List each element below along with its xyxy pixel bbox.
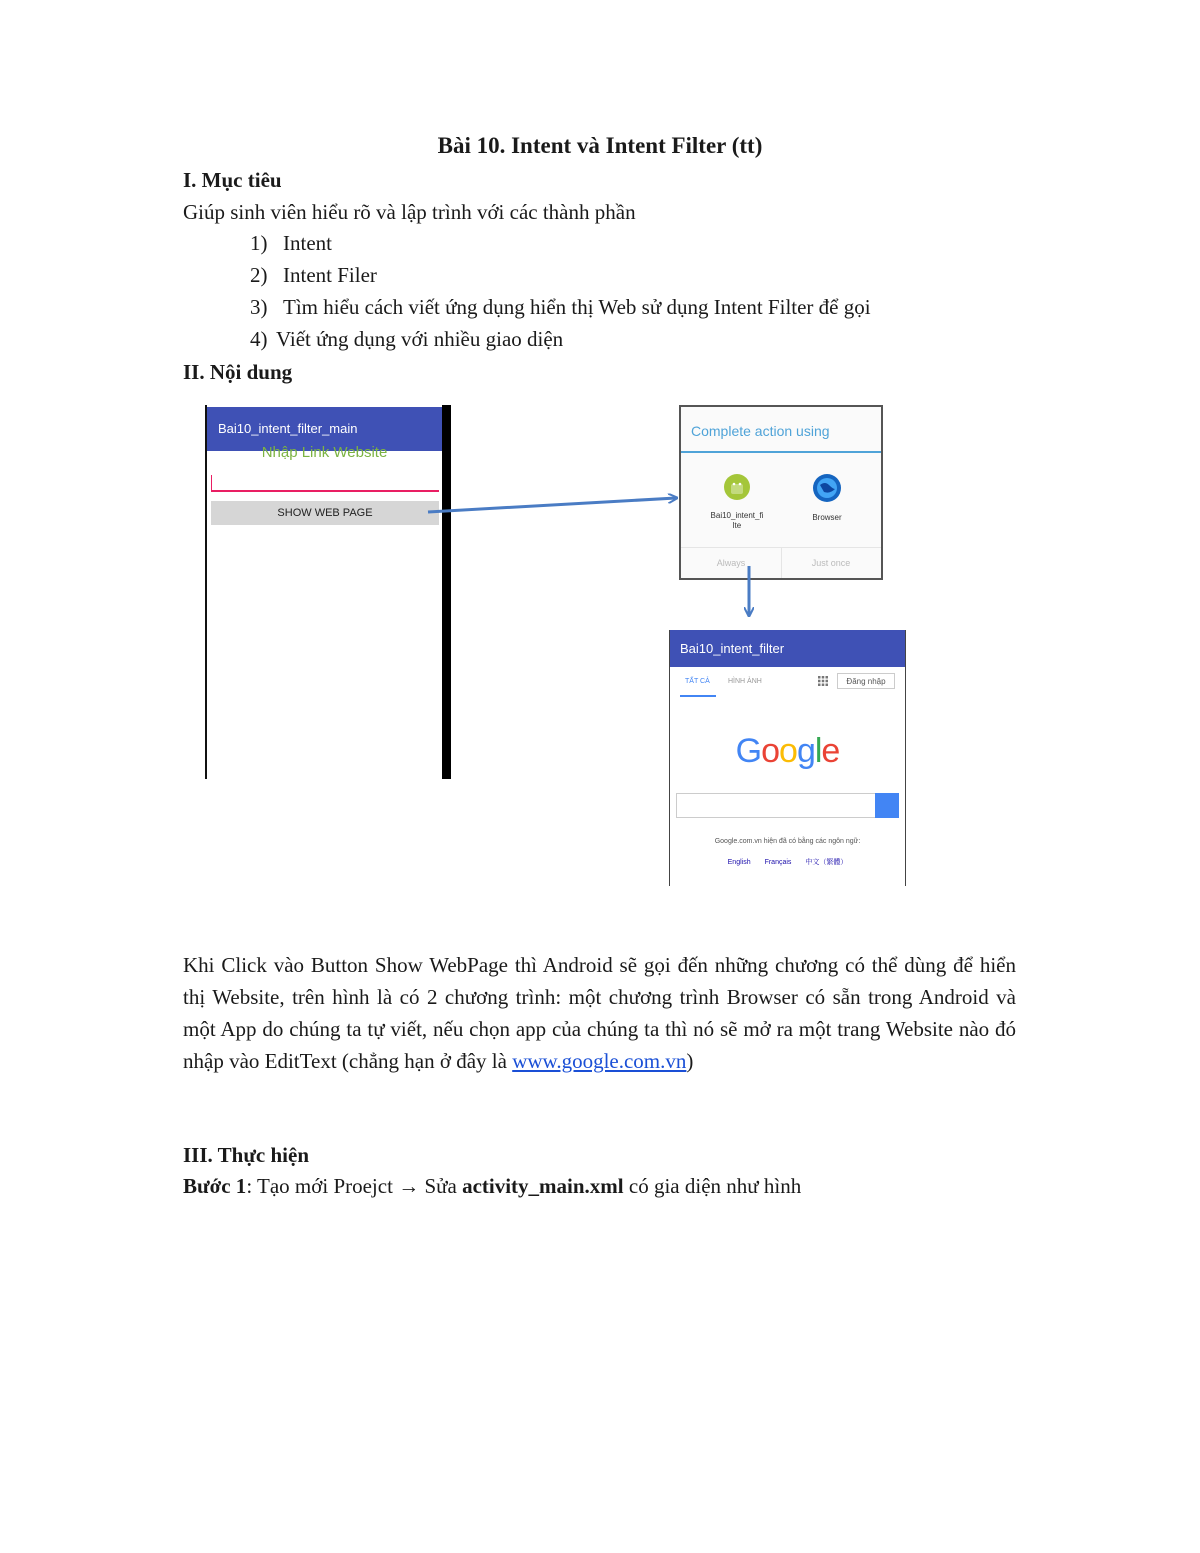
logo-letter: e xyxy=(821,732,840,770)
objective-1-text: Intent xyxy=(283,231,332,255)
explanation-text-end: ) xyxy=(686,1049,694,1073)
explanation-text: Khi Click vào Button Show WebPage thì Android sẽ gọi đến những chương có thể dùng để hiển thị Website, trên hình là có 2 chương trình: một chương trình Browser có sẵn trong Android và một App do chúng ta tự viết, nếu chọn app của chúng ta thì nó sẽ mở ra một trang Website nào đó nhập vào EditText (chẳng hạn ở đây là xyxy=(183,953,1016,1073)
step-1-text-c: có gia diện như hình xyxy=(623,1174,802,1198)
step-1-text-b: Sửa xyxy=(419,1174,463,1198)
language-link-french[interactable]: Français xyxy=(764,859,792,866)
objective-2-number: 2) xyxy=(250,263,268,287)
step-1-label: Bước 1 xyxy=(183,1174,247,1198)
logo-letter: o xyxy=(761,732,780,770)
chooser-option-app-label: Bai10_intent_fi lte xyxy=(710,511,764,530)
section-heading-content: II. Nội dung xyxy=(183,360,293,384)
language-link-english[interactable]: English xyxy=(727,859,751,866)
step-1-filename: activity_main.xml xyxy=(462,1174,624,1198)
hint-label: Nhập Link Website xyxy=(261,444,388,461)
language-offer-text: Google.com.vn hiện đã có bằng các ngôn ngữ: xyxy=(714,838,861,845)
just-once-button[interactable]: Just once xyxy=(811,558,851,568)
chooser-option-browser-label: Browser xyxy=(812,513,842,522)
intro-text: Giúp sinh viên hiểu rõ và lập trình với các thành phần xyxy=(183,200,636,224)
app-title: Bai10_intent_filter_main xyxy=(218,421,358,436)
logo-letter: o xyxy=(779,732,797,770)
show-web-page-button[interactable]: SHOW WEB PAGE xyxy=(211,501,439,525)
document-title: Bài 10. Intent và Intent Filter (tt) xyxy=(437,133,763,158)
sign-in-button[interactable]: Đăng nhập xyxy=(837,673,895,689)
section-heading-implementation: III. Thực hiện xyxy=(183,1143,310,1167)
logo-letter: g xyxy=(796,732,815,770)
step-1-text-a: : Tạo mới Proejct xyxy=(246,1174,399,1198)
tab-images[interactable]: HÌNH ẢNH xyxy=(728,678,762,685)
objective-3-text: Tìm hiểu cách viết ứng dụng hiển thị Web sử dụng Intent Filter để gọi xyxy=(283,295,871,319)
logo-letter: l xyxy=(814,732,822,770)
objective-4-text: Viết ứng dụng với nhiều giao diện xyxy=(276,327,564,351)
step-1 xyxy=(183,1174,801,1199)
language-link-chinese[interactable]: 中文（繁體） xyxy=(805,859,848,866)
arrow-to-chooser xyxy=(428,498,676,512)
dialog-title: Complete action using xyxy=(691,423,830,439)
explanation-paragraph xyxy=(183,949,1016,1077)
objective-2-text: Intent Filer xyxy=(283,263,377,287)
tab-all[interactable]: TẤT CẢ xyxy=(685,678,710,685)
objective-1-number: 1) xyxy=(250,231,268,255)
objective-4-number: 4) xyxy=(250,327,268,351)
always-button[interactable]: Always xyxy=(716,558,746,568)
objective-3-number: 3) xyxy=(250,295,268,319)
logo-letter: G xyxy=(735,732,762,770)
app-title: Bai10_intent_filter xyxy=(680,641,785,656)
section-heading-objectives: I. Mục tiêu xyxy=(183,168,282,192)
google-link[interactable]: www.google.com.vn xyxy=(512,1049,687,1073)
arrow-right-icon: → xyxy=(398,1174,420,1198)
